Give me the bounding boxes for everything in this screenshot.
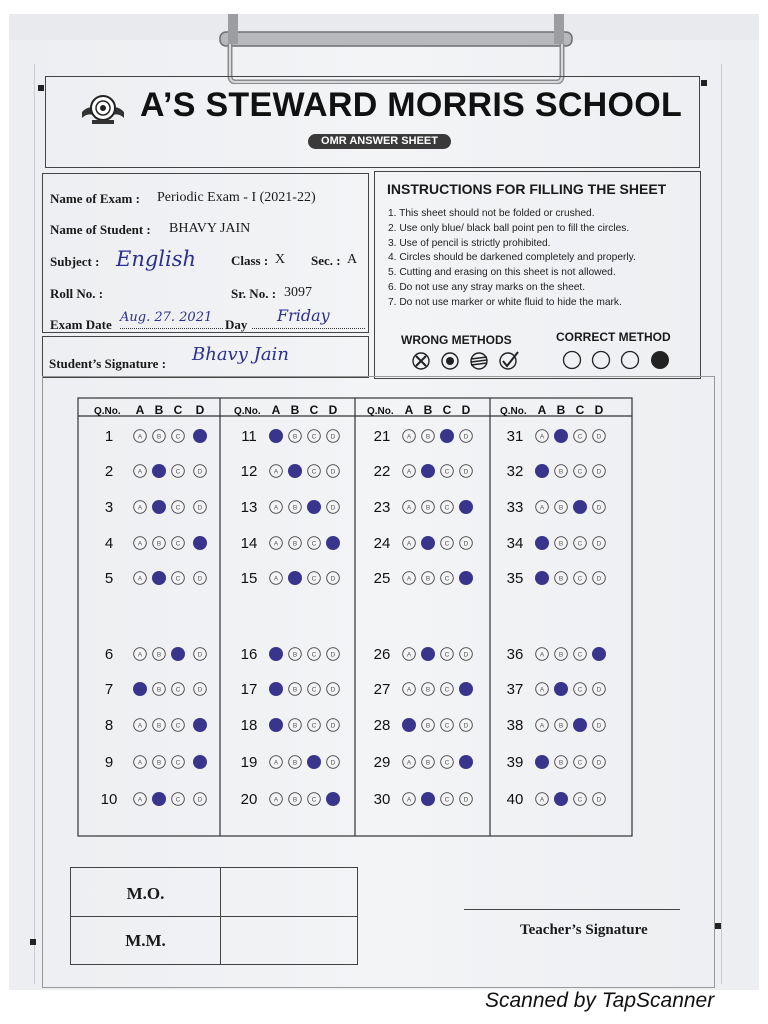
option-header: C: [575, 403, 585, 417]
class-label: Class :: [231, 253, 269, 268]
bubble-letter: B: [292, 759, 298, 767]
bubble-letter: A: [137, 433, 143, 441]
bubble-letter: D: [197, 796, 203, 804]
bubble-letter: A: [406, 651, 412, 659]
filled-bubble: [573, 500, 587, 514]
bubble-letter: B: [292, 722, 298, 730]
bubble-letter: D: [596, 433, 602, 441]
bubble-letter: A: [137, 722, 143, 730]
question-number: 19: [240, 754, 258, 771]
bubble-letter: D: [463, 722, 469, 730]
bubble-letter: C: [577, 575, 583, 583]
qno-header: Q.No.: [500, 406, 527, 417]
bubble-letter: B: [156, 722, 162, 730]
option-header: C: [309, 403, 319, 417]
bubble-letter: C: [311, 651, 317, 659]
bubble-letter: D: [330, 759, 336, 767]
bubble-letter: C: [175, 575, 181, 583]
filled-bubble: [307, 755, 321, 769]
question-number: 14: [240, 535, 258, 552]
bubble-letter: B: [292, 433, 298, 441]
bubble-letter: D: [596, 540, 602, 548]
exam-date-value: Aug. 27. 2021: [120, 310, 213, 325]
bubble-letter: B: [425, 433, 431, 441]
filled-bubble: [152, 464, 166, 478]
bubble-letter: B: [558, 468, 564, 476]
maximum-marks-label: M.M.: [125, 931, 166, 950]
bubble-letter: A: [137, 575, 143, 583]
filled-bubble: [535, 464, 549, 478]
filled-bubble: [269, 647, 283, 661]
question-number: 20: [240, 791, 258, 808]
scanner-watermark: Scanned by TapScanner: [485, 989, 715, 1012]
bubble-letter: C: [444, 722, 450, 730]
bubble-letter: A: [406, 468, 412, 476]
bubble-letter: C: [577, 796, 583, 804]
option-header: A: [537, 403, 547, 417]
bubble-letter: D: [463, 468, 469, 476]
qno-header: Q.No.: [234, 406, 261, 417]
instruction-item: 6. Do not use any stray marks on the sheet.: [388, 281, 586, 293]
filled-bubble: [193, 718, 207, 732]
filled-bubble: [459, 571, 473, 585]
bubble-letter: D: [197, 686, 203, 694]
bubble-letter: C: [444, 468, 450, 476]
bubble-letter: B: [425, 759, 431, 767]
question-number: 28: [373, 717, 391, 734]
question-number: 37: [506, 681, 524, 698]
filled-bubble: [421, 536, 435, 550]
filled-bubble: [307, 500, 321, 514]
filled-bubble: [133, 682, 147, 696]
filled-bubble: [535, 536, 549, 550]
bubble-letter: A: [273, 759, 279, 767]
bubble-letter: B: [156, 540, 162, 548]
bubble-letter: B: [425, 686, 431, 694]
bubble-letter: D: [596, 722, 602, 730]
exam-name-label: Name of Exam :: [50, 191, 140, 206]
bubble-letter: D: [197, 651, 203, 659]
filled-bubble: [269, 718, 283, 732]
question-number: 7: [104, 681, 114, 698]
filled-bubble: [440, 429, 454, 443]
bubble-letter: C: [175, 433, 181, 441]
bubble-letter: D: [596, 575, 602, 583]
bubble-letter: C: [175, 796, 181, 804]
bubble-letter: D: [330, 722, 336, 730]
bubble-letter: C: [175, 759, 181, 767]
bubble-letter: B: [292, 651, 298, 659]
bubble-letter: A: [539, 686, 545, 694]
filled-bubble: [421, 792, 435, 806]
bubble-letter: C: [444, 651, 450, 659]
bubble-letter: A: [273, 540, 279, 548]
bubble-letter: D: [197, 468, 203, 476]
roll-number-label: Roll No. :: [50, 286, 104, 301]
bubble-letter: C: [444, 796, 450, 804]
bubble-letter: A: [137, 651, 143, 659]
bubble-letter: A: [273, 468, 279, 476]
sheet-type-badge: OMR ANSWER SHEET: [308, 134, 451, 149]
bubble-letter: C: [577, 759, 583, 767]
bubble-letter: D: [596, 759, 602, 767]
bubble-letter: C: [311, 468, 317, 476]
bubble-letter: C: [577, 540, 583, 548]
option-header: B: [556, 403, 566, 417]
filled-bubble: [535, 571, 549, 585]
bubble-letter: A: [539, 722, 545, 730]
bubble-letter: D: [330, 433, 336, 441]
marks-obtained-label: M.O.: [126, 884, 165, 903]
question-number: 15: [240, 570, 258, 587]
bubble-letter: C: [444, 759, 450, 767]
filled-bubble: [152, 792, 166, 806]
bubble-letter: B: [156, 759, 162, 767]
option-header: D: [328, 403, 338, 417]
bubble-letter: C: [311, 575, 317, 583]
question-number: 30: [373, 791, 391, 808]
bubble-letter: C: [577, 686, 583, 694]
serial-number-value: 3097: [284, 285, 312, 300]
filled-bubble: [421, 647, 435, 661]
subject-label: Subject :: [50, 254, 100, 269]
bubble-letter: A: [539, 796, 545, 804]
day-value: Friday: [277, 306, 330, 325]
bubble-letter: B: [558, 722, 564, 730]
question-number: 27: [373, 681, 391, 698]
bubble-letter: D: [463, 651, 469, 659]
bubble-letter: D: [330, 575, 336, 583]
subject-value: English: [116, 247, 197, 271]
instruction-item: 5. Cutting and erasing on this sheet is not allowed.: [388, 267, 616, 279]
instruction-item: 7. Do not use marker or white fluid to hide the mark.: [388, 296, 622, 308]
bubble-letter: C: [444, 540, 450, 548]
instructions-title: INSTRUCTIONS FOR FILLING THE SHEET: [387, 181, 667, 197]
school-name: A’S STEWARD MORRIS SCHOOL: [140, 86, 683, 124]
question-number: 21: [373, 428, 391, 445]
filled-bubble: [152, 500, 166, 514]
wrong-methods-heading: WRONG METHODS: [401, 333, 512, 347]
bubble-letter: B: [558, 540, 564, 548]
bubble-letter: A: [137, 540, 143, 548]
option-header: B: [290, 403, 300, 417]
bubble-letter: B: [292, 796, 298, 804]
bubble-letter: C: [175, 686, 181, 694]
option-header: A: [271, 403, 281, 417]
bubble-letter: A: [406, 686, 412, 694]
exam-name-value: Periodic Exam - I (2021-22): [157, 190, 316, 205]
question-number: 16: [240, 646, 258, 663]
bubble-letter: D: [463, 433, 469, 441]
filled-bubble: [152, 571, 166, 585]
serial-number-label: Sr. No. :: [231, 286, 277, 301]
bubble-letter: C: [175, 468, 181, 476]
bubble-letter: D: [330, 504, 336, 512]
bubble-letter: B: [425, 504, 431, 512]
question-number: 26: [373, 646, 391, 663]
question-number: 9: [104, 754, 114, 771]
filled-bubble: [554, 792, 568, 806]
question-number: 31: [506, 428, 524, 445]
bubble-letter: A: [273, 796, 279, 804]
bubble-letter: C: [311, 433, 317, 441]
question-number: 10: [100, 791, 118, 808]
marks-table: [70, 867, 358, 965]
bubble-letter: C: [311, 722, 317, 730]
instruction-item: 1. This sheet should not be folded or crushed.: [388, 208, 595, 219]
bubble-letter: B: [558, 759, 564, 767]
bubble-letter: A: [137, 759, 143, 767]
bubble-letter: D: [596, 686, 602, 694]
instruction-item: 3. Use of pencil is strictly prohibited.: [388, 237, 551, 249]
student-signature-label: Student’s Signature :: [49, 356, 167, 371]
bubble-letter: C: [444, 504, 450, 512]
question-number: 32: [506, 463, 524, 480]
bubble-letter: C: [175, 540, 181, 548]
bubble-letter: B: [292, 540, 298, 548]
filled-bubble: [421, 464, 435, 478]
bubble-letter: A: [273, 575, 279, 583]
bubble-letter: C: [311, 686, 317, 694]
bubble-letter: A: [406, 796, 412, 804]
option-header: C: [442, 403, 452, 417]
bubble-letter: A: [406, 540, 412, 548]
filled-bubble: [288, 464, 302, 478]
section-value: A: [347, 252, 358, 267]
filled-bubble: [193, 755, 207, 769]
question-number: 33: [506, 499, 524, 516]
question-number: 5: [104, 570, 114, 587]
filled-bubble: [535, 755, 549, 769]
bubble-letter: C: [444, 686, 450, 694]
question-number: 18: [240, 717, 258, 734]
bubble-letter: C: [444, 575, 450, 583]
filled-bubble: [326, 536, 340, 550]
bubble-letter: C: [311, 540, 317, 548]
option-header: B: [154, 403, 164, 417]
bubble-letter: B: [156, 651, 162, 659]
filled-bubble: [193, 536, 207, 550]
question-number: 38: [506, 717, 524, 734]
question-number: 40: [506, 791, 524, 808]
option-header: A: [404, 403, 414, 417]
student-name-value: BHAVY JAIN: [169, 221, 251, 236]
bubble-letter: D: [197, 575, 203, 583]
filled-bubble: [402, 718, 416, 732]
question-number: 25: [373, 570, 391, 587]
bubble-letter: A: [539, 651, 545, 659]
bubble-letter: A: [539, 504, 545, 512]
question-number: 4: [104, 535, 114, 552]
question-number: 39: [506, 754, 524, 771]
question-number: 8: [104, 717, 114, 734]
bubble-letter: C: [175, 722, 181, 730]
bubble-letter: D: [596, 796, 602, 804]
bubble-letter: B: [425, 722, 431, 730]
filled-bubble: [193, 429, 207, 443]
bubble-letter: C: [577, 651, 583, 659]
filled-bubble: [171, 647, 185, 661]
option-header: D: [594, 403, 604, 417]
option-header: D: [195, 403, 205, 417]
filled-bubble: [573, 718, 587, 732]
option-header: A: [135, 403, 145, 417]
question-number: 3: [104, 499, 114, 516]
bubble-letter: D: [596, 504, 602, 512]
bubble-letter: C: [577, 468, 583, 476]
bubble-letter: D: [330, 651, 336, 659]
bubble-letter: A: [406, 575, 412, 583]
bubble-letter: A: [137, 468, 143, 476]
filled-bubble: [592, 647, 606, 661]
option-header: B: [423, 403, 433, 417]
question-number: 29: [373, 754, 391, 771]
question-number: 35: [506, 570, 524, 587]
bubble-letter: C: [577, 433, 583, 441]
section-label: Sec. :: [311, 253, 341, 268]
bubble-letter: A: [273, 504, 279, 512]
teacher-signature-line: [464, 909, 680, 910]
question-number: 24: [373, 535, 391, 552]
instruction-item: 4. Circles should be darkened completely and properly.: [388, 252, 636, 264]
bubble-letter: B: [156, 433, 162, 441]
bubble-letter: B: [292, 504, 298, 512]
student-name-label: Name of Student :: [50, 222, 151, 237]
question-number: 12: [240, 463, 258, 480]
exam-date-label: Exam Date: [50, 317, 112, 332]
qno-header: Q.No.: [94, 406, 121, 417]
question-number: 17: [240, 681, 258, 698]
instruction-item: 2. Use only blue/ black ball point pen to fill the circles.: [388, 222, 630, 234]
class-value: X: [275, 252, 286, 267]
bubble-letter: D: [330, 468, 336, 476]
option-header: C: [173, 403, 183, 417]
filled-bubble: [554, 682, 568, 696]
filled-bubble: [554, 429, 568, 443]
filled-bubble: [269, 429, 283, 443]
bubble-letter: B: [558, 504, 564, 512]
filled-bubble: [459, 755, 473, 769]
question-number: 36: [506, 646, 524, 663]
question-number: 6: [104, 646, 114, 663]
filled-bubble: [326, 792, 340, 806]
filled-bubble: [459, 682, 473, 696]
question-number: 22: [373, 463, 391, 480]
bubble-letter: D: [463, 796, 469, 804]
bubble-letter: D: [596, 468, 602, 476]
question-number: 23: [373, 499, 391, 516]
bubble-letter: B: [292, 686, 298, 694]
filled-bubble: [288, 571, 302, 585]
qno-header: Q.No.: [367, 406, 394, 417]
filled-bubble: [459, 500, 473, 514]
bubble-letter: A: [137, 504, 143, 512]
bubble-letter: A: [539, 433, 545, 441]
bubble-letter: B: [558, 575, 564, 583]
question-number: 11: [241, 428, 257, 445]
bubble-letter: D: [330, 686, 336, 694]
student-signature-value: Bhavy Jain: [192, 344, 289, 365]
question-number: 1: [104, 428, 114, 445]
maximum-marks-row: [71, 916, 357, 964]
correct-method-heading: CORRECT METHOD: [556, 330, 671, 344]
bubble-letter: C: [311, 796, 317, 804]
question-number: 34: [506, 535, 524, 552]
filled-bubble: [269, 682, 283, 696]
option-header: D: [461, 403, 471, 417]
bubble-letter: A: [406, 759, 412, 767]
bubble-letter: B: [425, 575, 431, 583]
bubble-letter: B: [558, 651, 564, 659]
marks-obtained-row: [71, 868, 357, 917]
bubble-letter: C: [175, 504, 181, 512]
question-number: 2: [104, 463, 114, 480]
bubble-letter: A: [137, 796, 143, 804]
teacher-signature-label: Teacher’s Signature: [520, 922, 648, 938]
bubble-letter: A: [406, 433, 412, 441]
bubble-letter: A: [406, 504, 412, 512]
bubble-letter: B: [156, 686, 162, 694]
question-number: 13: [240, 499, 258, 516]
day-label: Day: [225, 317, 248, 332]
bubble-letter: D: [463, 540, 469, 548]
bubble-letter: D: [197, 504, 203, 512]
